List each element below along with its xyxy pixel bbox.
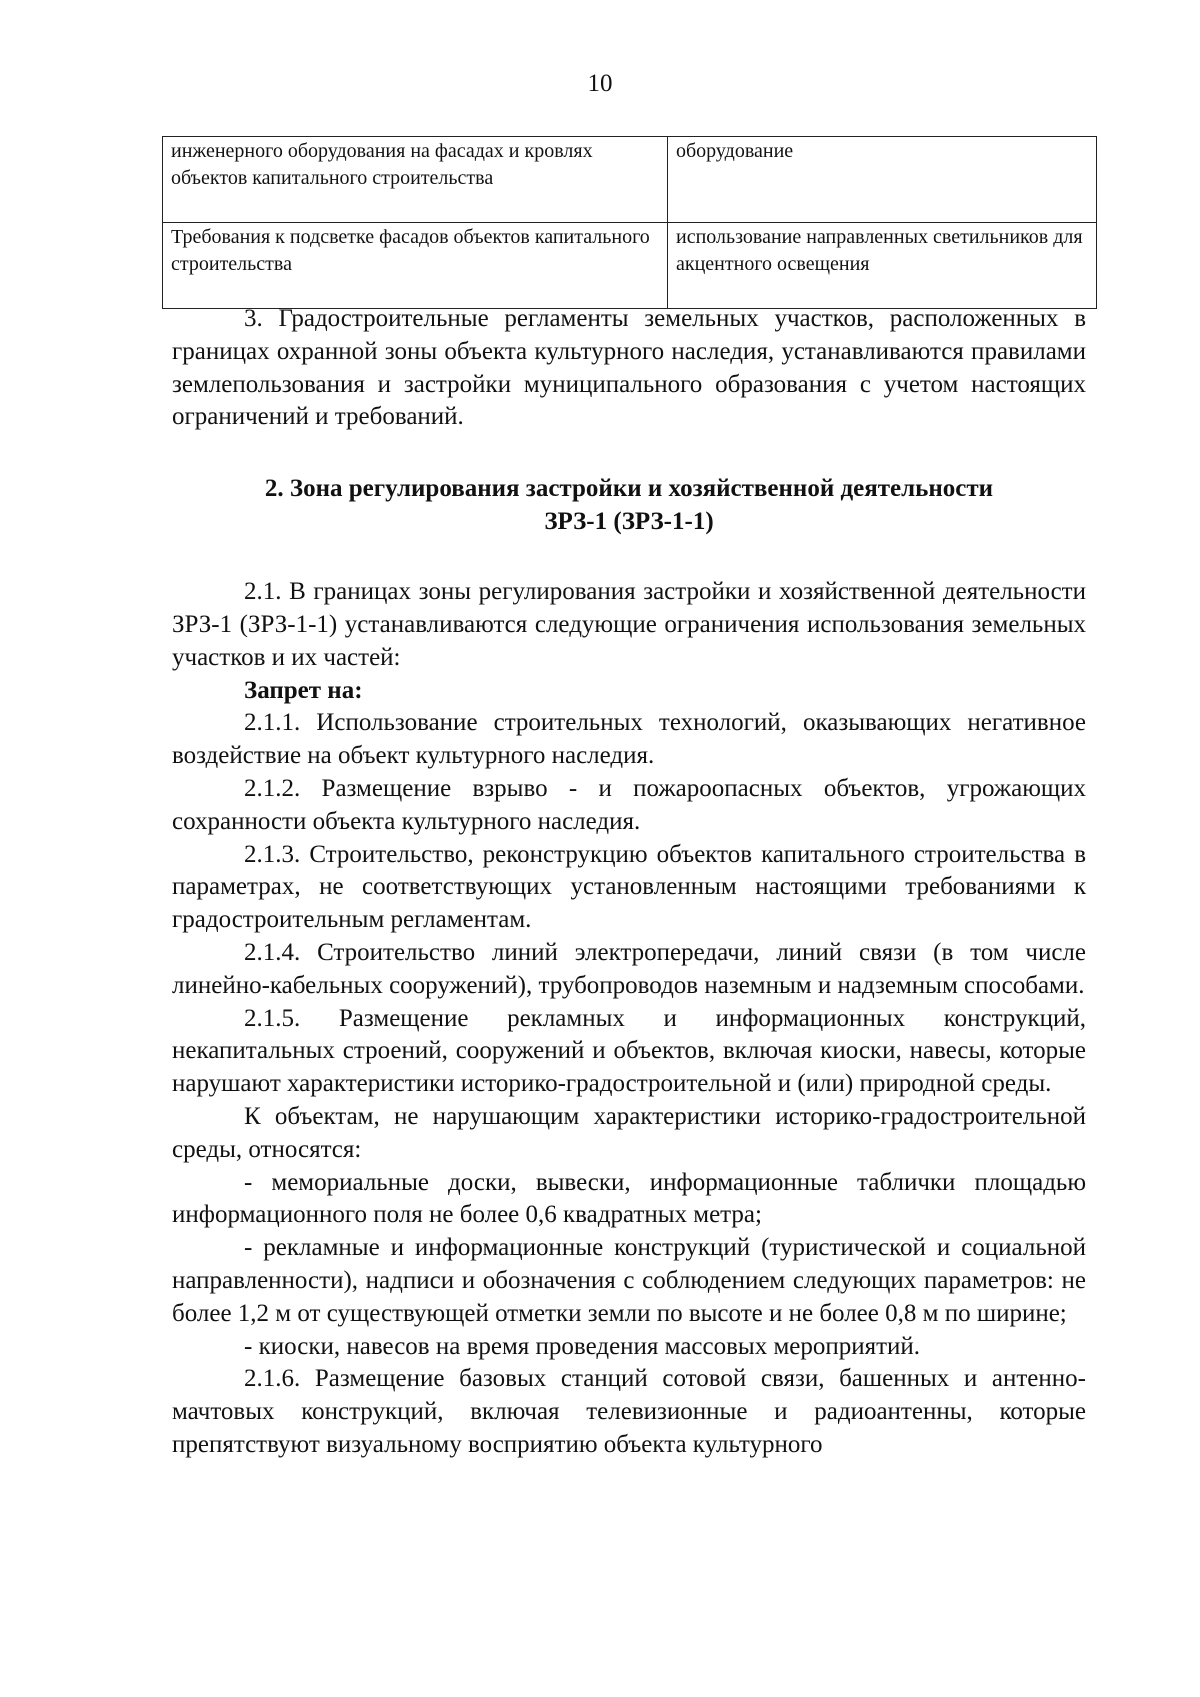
table-cell-value: оборудование xyxy=(668,137,1097,223)
paragraph-3: 3. Градостроительные регламенты земельных участков, расположенных в границах охранной зоны объекта культурного наследия, устанавливаются правилами землепользования и застройки муниципального образования с учетом настоящих ограничений и требований. xyxy=(172,305,1086,431)
bullet-item: - мемориальные доски, вывески, информационные таблички площадью информационного поля не более 0,6 квадратных метра; xyxy=(172,1168,1086,1229)
paragraph-2-1-4: 2.1.4. Строительство линий электропередачи, линий связи (в том числе линейно-кабельных сооружений), трубопроводов наземным и надземным способами. xyxy=(172,938,1086,999)
paragraph-2-1-6: 2.1.6. Размещение базовых станций сотовой связи, башенных и антенно-мачтовых конструкций, включая телевизионные и радиоантенны, которые препятствуют визуальному восприятию объекта культурного xyxy=(172,1365,1086,1458)
paragraph-objects: К объектам, не нарушающим характеристики историко-градостроительной среды, относятся: xyxy=(172,1102,1086,1163)
bullet-item: - киоски, навесов на время проведения массовых мероприятий. xyxy=(244,1332,921,1360)
paragraph-2-1-5: 2.1.5. Размещение рекламных и информационных конструкций, некапитальных строений, сооружений и объектов, включая киоски, навесы, которые нарушают характеристики историко-градостроительной и (или) природной среды. xyxy=(172,1004,1086,1098)
paragraph-2-1: 2.1. В границах зоны регулирования застройки и хозяйственной деятельности ЗРЗ-1 (ЗРЗ-1-1) устанавливаются следующие ограничения использования земельных участков и их частей: xyxy=(172,578,1086,671)
bullet-item: - рекламные и информационные конструкций (туристической и социальной направленности), надписи и обозначения с соблюдением следующих параметров: не более 1,2 м от существующей отметки земли по высоте и не более 0,8 м по ширине; xyxy=(172,1234,1086,1327)
table-cell-value: использование направленных светильников для акцентного освещения xyxy=(668,223,1097,309)
section-title-line-1: 2. Зона регулирования застройки и хозяйственной деятельности xyxy=(264,475,994,503)
table-row xyxy=(163,137,1097,223)
table-cell-requirement: Требования к подсветке фасадов объектов капитального строительства xyxy=(163,223,668,309)
table-cell-requirement: инженерного оборудования на фасадах и кровлях объектов капитального строительства xyxy=(163,137,668,223)
table-row xyxy=(163,223,1097,309)
paragraph-2-1-1: 2.1.1. Использование строительных технологий, оказывающих негативное воздействие на объект культурного наследия. xyxy=(172,709,1086,770)
section-title-line-2: ЗРЗ-1 (ЗРЗ-1-1) xyxy=(544,508,714,536)
document-body xyxy=(172,303,1086,1462)
paragraph-2-1-2: 2.1.2. Размещение взрыво - и пожароопасных объектов, угрожающих сохранности объекта культурного наследия. xyxy=(172,774,1086,835)
section-title xyxy=(172,472,1086,538)
paragraph-2-1-3: 2.1.3. Строительство, реконструкцию объектов капитального строительства в параметрах, не соответствующих установленным настоящими требованиями к градостроительным регламентам. xyxy=(172,840,1086,934)
prohibition-label: Запрет на: xyxy=(244,676,363,704)
requirements-table xyxy=(162,136,1097,309)
page-number: 10 xyxy=(587,70,613,97)
